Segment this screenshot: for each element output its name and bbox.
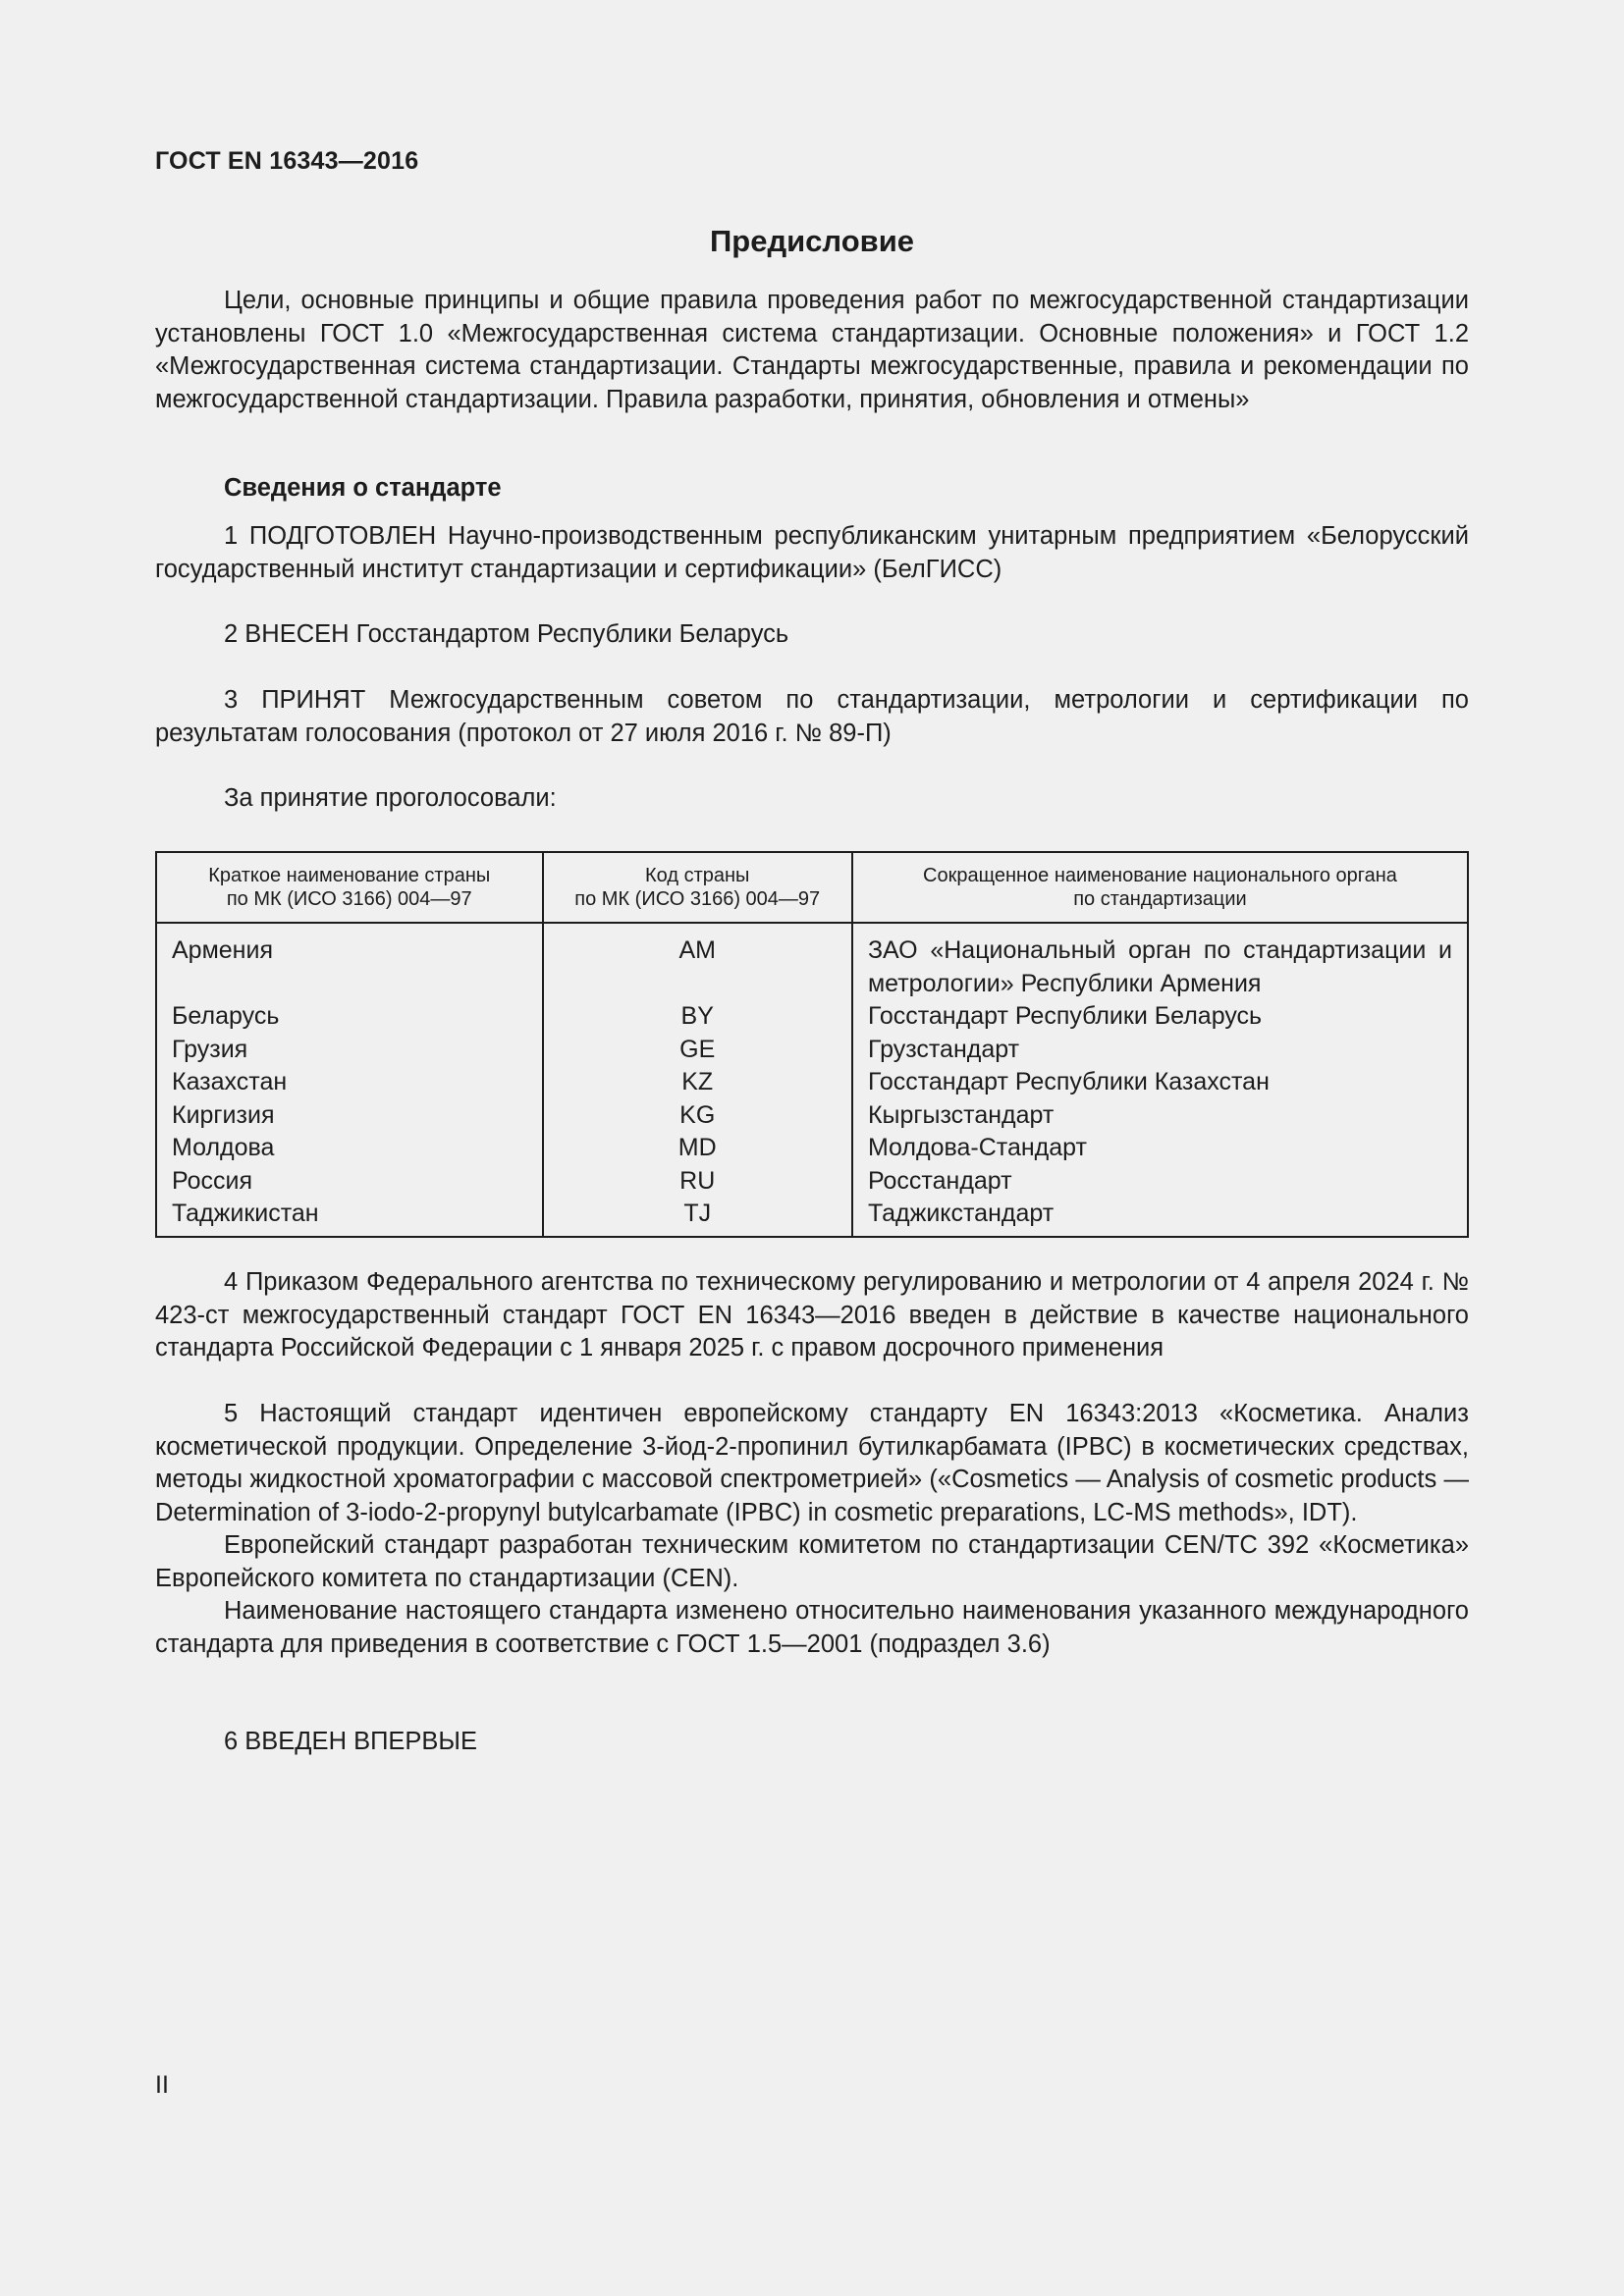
- header-code-line2: по МК (ИСО 3166) 004—97: [574, 888, 821, 910]
- code-cell: AM: [543, 923, 852, 1000]
- org-cell: Росстандарт: [852, 1165, 1468, 1199]
- page-title: Предисловие: [709, 224, 914, 258]
- org-cell: Молдова-Стандарт: [852, 1132, 1468, 1165]
- header-country-line2: по МК (ИСО 3166) 004—97: [226, 888, 472, 910]
- country-cell: Киргизия: [172, 1100, 275, 1129]
- item-4-order: 4 Приказом Федерального агентства по техническому регулированию и метрологии от 4 апреля 2024 г. № 423-ст межгосударственный стандарт ГОСТ EN 16343—2016 введен в действие в качестве национального стандарта Российской Федерации с 1 января 2025 г. с правом досрочного применения: [155, 1268, 1469, 1362]
- org-cell: Грузстандарт: [852, 1034, 1468, 1067]
- header-country-line1: Краткое наименование страны: [208, 865, 491, 886]
- code-cell: KZ: [543, 1066, 852, 1099]
- page-number: II: [155, 2071, 169, 2099]
- code-cell: TJ: [543, 1198, 852, 1237]
- item-5-identical: 5 Настоящий стандарт идентичен европейскому стандарту EN 16343:2013 «Косметика. Анализ косметической продукции. Определение 3-йод-2-пропинил бутилкарбамата (IPBC) в косметических средствах, методы жидкостной хроматографии с массовой спектрометрией» («Cosmetics — Analysis of cosmetic products — Determination of 3-iodo-2-propynyl butylcarbamate (IPBC) in cosmetic preparations, LC-MS methods», IDT).: [155, 1400, 1469, 1526]
- table-row: [156, 1165, 1468, 1199]
- country-cell: Грузия: [172, 1035, 248, 1063]
- table-row: [156, 1099, 1468, 1133]
- info-heading: Сведения о стандарте: [224, 474, 502, 502]
- table-header-row: [156, 852, 1468, 923]
- voted-label: За принятие проголосовали:: [224, 784, 557, 812]
- country-cell: Армения: [172, 936, 273, 964]
- org-cell: Госстандарт Республики Казахстан: [852, 1066, 1468, 1099]
- document-code: ГОСТ EN 16343—2016: [155, 147, 419, 175]
- country-cell: Молдова: [172, 1134, 275, 1161]
- country-cell: Таджикистан: [172, 1200, 319, 1227]
- country-cell: Беларусь: [172, 1002, 280, 1030]
- header-org-line1: Сокращенное наименование национального органа: [923, 865, 1397, 886]
- table-row: [156, 1034, 1468, 1067]
- table-row: [156, 1066, 1468, 1099]
- code-cell: KG: [543, 1099, 852, 1133]
- intro-paragraph: Цели, основные принципы и общие правила проведения работ по межгосударственной стандартизации установлены ГОСТ 1.0 «Межгосударственная система стандартизации. Основные положения» и ГОСТ 1.2 «Межгосударственная система стандартизации. Стандарты межгосударственные, правила и рекомендации по межгосударственной стандартизации. Правила разработки, принятия, обновления и отмены»: [155, 287, 1469, 413]
- table-row: [156, 1000, 1468, 1034]
- item-3-adopted: 3 ПРИНЯТ Межгосударственным советом по стандартизации, метрологии и сертификации по результатам голосования (протокол от 27 июля 2016 г. № 89-П): [155, 686, 1469, 747]
- org-cell: Таджикстандарт: [852, 1198, 1468, 1237]
- code-cell: MD: [543, 1132, 852, 1165]
- header-country: [156, 852, 543, 923]
- item-1-prepared: 1 ПОДГОТОВЛЕН Научно-производственным республиканским унитарным предприятием «Белорусский государственный институт стандартизации и сертификации» (БелГИСС): [155, 522, 1469, 583]
- voting-table: [155, 851, 1469, 1238]
- table-row: [156, 1198, 1468, 1237]
- country-cell: Казахстан: [172, 1068, 288, 1095]
- header-org-line2: по стандартизации: [1073, 888, 1247, 910]
- item-5-title-changed: Наименование настоящего стандарта изменено относительно наименования указанного международного стандарта для приведения в соответствие с ГОСТ 1.5—2001 (подраздел 3.6): [155, 1597, 1469, 1658]
- header-code-line1: Код страны: [645, 865, 750, 886]
- item-5-group: [155, 1398, 1469, 1661]
- code-cell: RU: [543, 1165, 852, 1199]
- org-cell: Кыргызстандарт: [852, 1099, 1468, 1133]
- code-cell: GE: [543, 1034, 852, 1067]
- header-code: [543, 852, 852, 923]
- document-page: [155, 0, 1469, 2296]
- country-cell: Россия: [172, 1166, 252, 1195]
- org-cell: Госстандарт Республики Беларусь: [852, 1000, 1468, 1034]
- org-cell: ЗАО «Национальный орган по стандартизации и метрологии» Республики Армения: [852, 923, 1468, 1000]
- header-org: [852, 852, 1468, 923]
- item-6-introduced: 6 ВВЕДЕН ВПЕРВЫЕ: [224, 1728, 478, 1755]
- item-2-submitted: 2 ВНЕСЕН Госстандартом Республики Беларусь: [224, 620, 789, 648]
- code-cell: BY: [543, 1000, 852, 1034]
- table-row: [156, 1132, 1468, 1165]
- item-5-developed-by: Европейский стандарт разработан техническим комитетом по стандартизации CEN/TC 392 «Косметика» Европейского комитета по стандартизации (CEN).: [155, 1531, 1469, 1592]
- table-row: [156, 923, 1468, 1000]
